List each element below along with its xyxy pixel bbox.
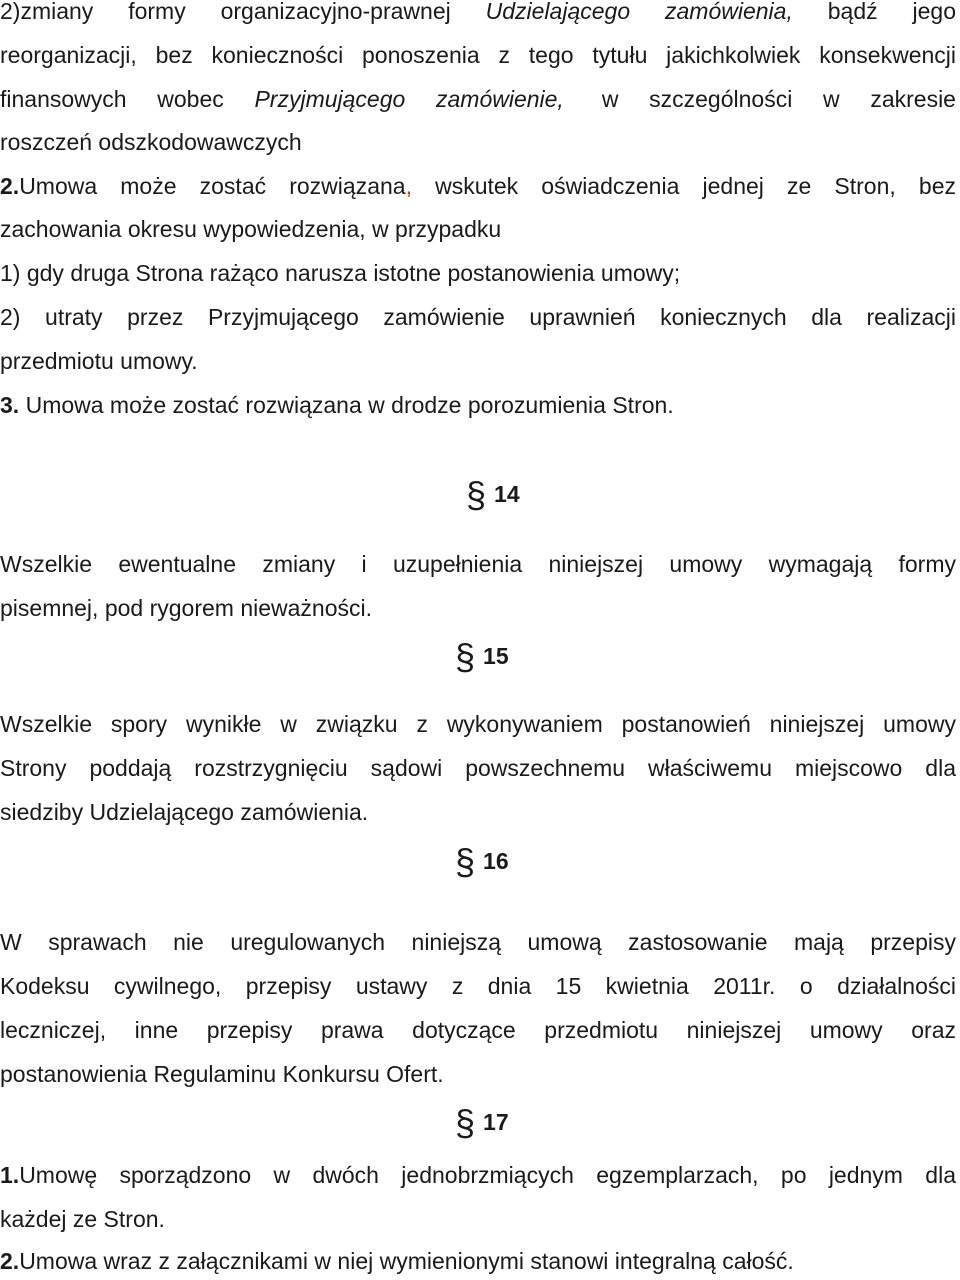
section-16-line: postanowienia Regulaminu Konkursu Ofert. bbox=[0, 1061, 444, 1087]
paragraph-line: roszczeń odszkodowawczych bbox=[0, 129, 302, 155]
section-16-line: Kodeksu cywilnego, przepisy ustawy z dnia 15 kwietnia 2011r. o działalności bbox=[0, 973, 956, 999]
section-17-item-2-line: 2.Umowa wraz z załącznikami w niej wymienionymi stanowi integralną całość. bbox=[0, 1248, 794, 1274]
paragraph-line: reorganizacji, bez konieczności ponoszenia z tego tytułu jakichkolwiek konsekwencji bbox=[0, 42, 956, 68]
section-14-line: pisemnej, pod rygorem nieważności. bbox=[0, 595, 373, 621]
item-3-line: 3. Umowa może zostać rozwiązana w drodze porozumienia Stron. bbox=[0, 392, 674, 418]
paragraph-line: finansowych wobec Przyjmującego zamówienie, w szczególności w zakresie bbox=[0, 86, 956, 112]
section-heading-16: § 16 bbox=[455, 841, 509, 882]
paragraph-line: 2)zmiany formy organizacyjno-prawnej Udzielającego zamówienia, bądź jego bbox=[0, 0, 956, 24]
item-2-line: przedmiotu umowy. bbox=[0, 348, 198, 374]
section-17-item-1-line: każdej ze Stron. bbox=[0, 1206, 165, 1232]
section-15-line: siedziby Udzielającego zamówienia. bbox=[0, 799, 369, 825]
section-15-line: Wszelkie spory wynikłe w związku z wykonywaniem postanowień niniejszej umowy bbox=[0, 711, 956, 737]
item-2-line: 2) utraty przez Przyjmującego zamówienie uprawnień koniecznych dla realizacji bbox=[0, 304, 956, 330]
section-14-line: Wszelkie ewentualne zmiany i uzupełnienia niniejszej umowy wymagają formy bbox=[0, 551, 956, 577]
section-16-line: leczniczej, inne przepisy prawa dotyczące przedmiotu niniejszej umowy oraz bbox=[0, 1017, 956, 1043]
section-heading-14: § 14 bbox=[466, 474, 520, 515]
section-16-line: W sprawach nie uregulowanych niniejszą umową zastosowanie mają przepisy bbox=[0, 929, 956, 955]
item-2-line: 1) gdy druga Strona rażąco narusza istotne postanowienia umowy; bbox=[0, 260, 681, 286]
item-2-line: zachowania okresu wypowiedzenia, w przypadku bbox=[0, 216, 502, 242]
section-15-line: Strony poddają rozstrzygnięciu sądowi powszechnemu właściwemu miejscowo dla bbox=[0, 755, 956, 781]
item-2-line: 2.Umowa może zostać rozwiązana, wskutek oświadczenia jednej ze Stron, bez bbox=[0, 173, 956, 199]
section-heading-17: § 17 bbox=[455, 1102, 509, 1143]
section-heading-15: § 15 bbox=[455, 636, 509, 677]
section-17-item-1-line: 1.Umowę sporządzono w dwóch jednobrzmiących egzemplarzach, po jednym dla bbox=[0, 1162, 956, 1188]
